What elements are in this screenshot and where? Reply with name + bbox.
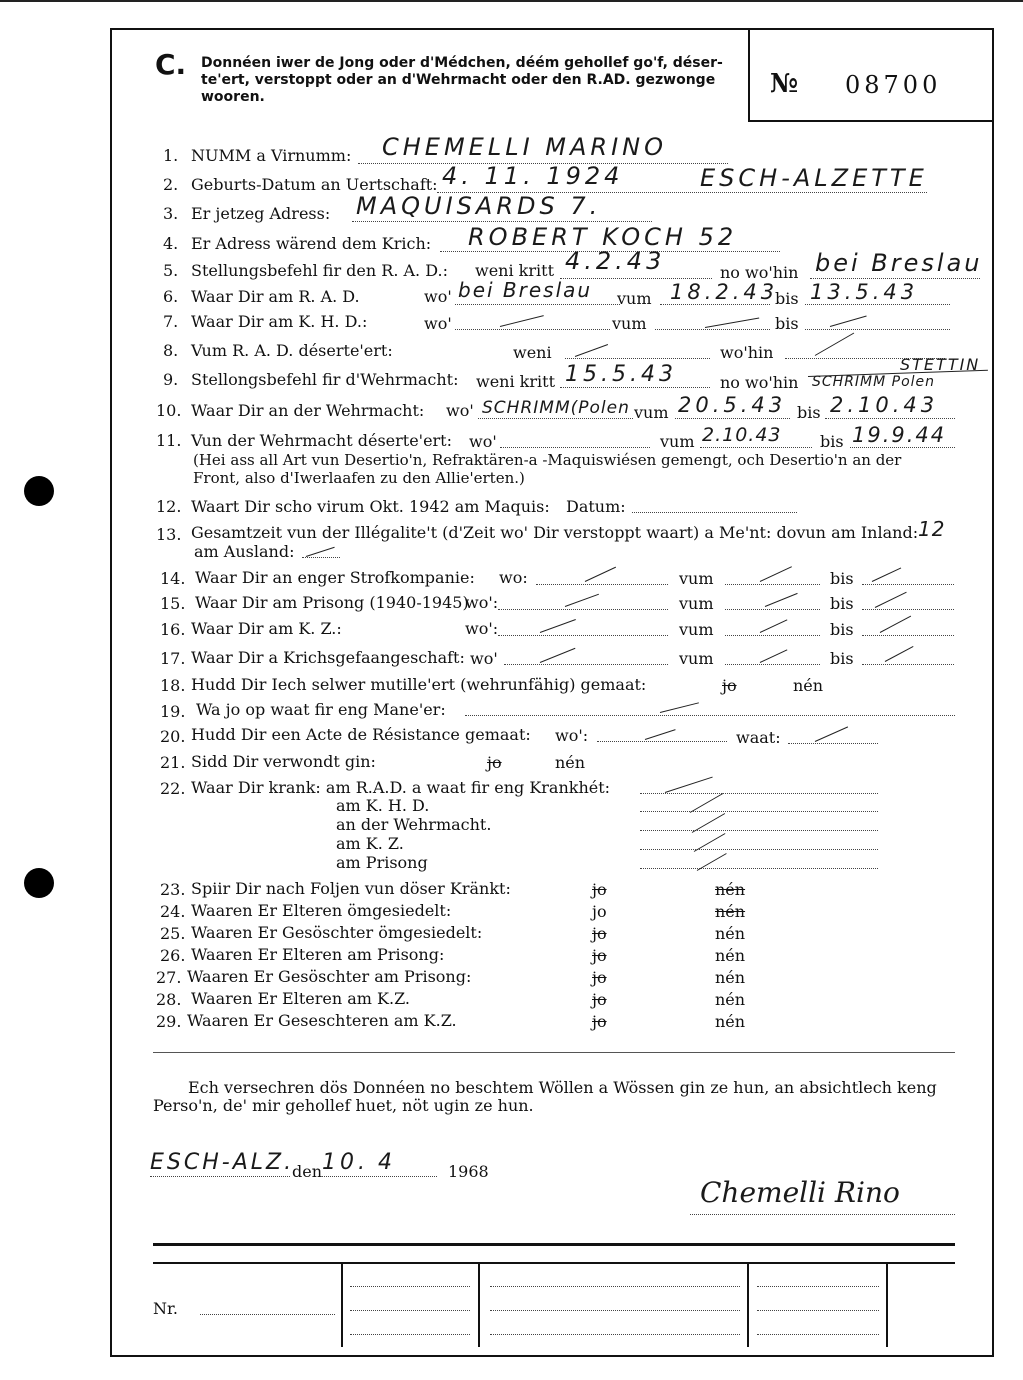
q27-number: 27. [156, 968, 182, 987]
q6-vum: vum [617, 289, 652, 308]
footer-dot-r3c2 [350, 1334, 470, 1335]
footer-col2 [478, 1262, 480, 1347]
q9-number: 9. [163, 370, 179, 389]
q29-label: Waaren Er Geseschteren am K.Z. [187, 1011, 457, 1030]
q1-label: NUMM a Virnumm: [191, 146, 352, 165]
signature-year: 1968 [448, 1162, 489, 1181]
q16-wo: wo': [465, 619, 499, 638]
handwritten-signature: Chemelli Rino [700, 1176, 900, 1209]
q22-sub-wehrmacht: an der Wehrmacht. [336, 815, 492, 834]
q11-note-line1: (Hei ass all Art vun Desertio'n, Refraktären-a -Maquiswiésen gemengt, och Desertio'n an der [193, 451, 902, 469]
q6-answer-place: bei Breslau [458, 278, 593, 302]
q20-wo: wo': [555, 726, 589, 745]
q6-number: 6. [163, 287, 179, 306]
signature-place: ESCH-ALZ. [150, 1150, 295, 1175]
q15-from-line [725, 609, 820, 610]
q7-to-line [805, 329, 950, 330]
q17-label: Waar Dir a Krichsgefaangeschaft: [191, 648, 465, 667]
q17-bis: bis [830, 649, 854, 668]
q17-vum: vum [679, 649, 714, 668]
declaration-line1: Ech versechren dös Donnéen no beschtem Wöllen a Wössen gin ze hun, an absichtlech keng [188, 1078, 937, 1097]
signature-day: 10. [322, 1150, 369, 1175]
q3-answer-address: MAQUISARDS 7. [356, 192, 602, 220]
q11-answer-from: 2.10.43 [702, 424, 782, 446]
q26-label: Waaren Er Elteren am Prisong: [191, 945, 445, 964]
q13-label: Gesamtzeit vun der Illégalite't (d'Zeit wo' Dir verstoppt waart) a Me'nt: dovun am Inland: [191, 523, 919, 542]
q11-label: Vun der Wehrmacht déserte'ert: [191, 431, 452, 450]
q16-vum: vum [679, 620, 714, 639]
q26-nen: nén [715, 946, 746, 965]
q17-from-line [725, 664, 820, 665]
q29-nen: nén [715, 1012, 746, 1031]
footer-dot-r1c2 [350, 1286, 470, 1287]
q7-bis: bis [775, 314, 799, 333]
q11-answer-to: 19.9.44 [852, 423, 947, 447]
footer-col3 [747, 1262, 749, 1347]
q22-sub-kz: am K. Z. [336, 834, 404, 853]
q24-jo: jo [592, 902, 607, 921]
q20-number: 20. [160, 727, 186, 746]
q14-from-line [725, 584, 820, 585]
q19-number: 19. [160, 702, 186, 721]
q14-label: Waar Dir an enger Strofkompanie: [195, 568, 475, 587]
q11-wo: wo' [469, 432, 497, 451]
q13-answer-inland: 12 [918, 517, 946, 541]
q25-jo-struck: jo [592, 924, 607, 943]
q8-date-line [565, 358, 710, 359]
q8-label: Vum R. A. D. déserte'ert: [191, 341, 393, 360]
footer-rule-header [153, 1262, 955, 1264]
header-number-underline [748, 120, 992, 122]
q7-place-line [455, 329, 610, 330]
q27-nen: nén [715, 968, 746, 987]
q23-number: 23. [160, 880, 186, 899]
q14-place-line [536, 584, 668, 585]
q16-to-line [862, 635, 954, 636]
q14-vum: vum [679, 569, 714, 588]
q14-bis: bis [830, 569, 854, 588]
q22-line-wehrmacht [640, 830, 878, 831]
footer-dot-r3c4 [757, 1334, 879, 1335]
scan-top-edge [0, 0, 1023, 2]
q18-label: Hudd Dir Iech selwer mutille'ert (wehrunfähig) gemaat: [191, 675, 647, 694]
q10-answer-from: 20.5.43 [678, 393, 787, 417]
q4-label: Er Adress wärend dem Krich: [191, 234, 432, 253]
punch-hole-top [24, 476, 54, 506]
q9-label: Stellongsbefehl fir d'Wehrmacht: [191, 370, 459, 389]
q25-number: 25. [160, 924, 186, 943]
q12-number: 12. [156, 497, 182, 516]
q14-number: 14. [160, 569, 186, 588]
q6-answer-from: 18.2.43 [670, 280, 779, 304]
q6-place-line [455, 304, 620, 305]
q22-number: 22. [160, 779, 186, 798]
q24-nen-struck: nén [715, 902, 746, 921]
q16-place-line [498, 635, 668, 636]
signature-line [690, 1214, 955, 1215]
q10-bis: bis [797, 403, 821, 422]
q28-number: 28. [156, 990, 182, 1009]
q16-number: 16. [160, 620, 186, 639]
footer-rule-top [153, 1243, 955, 1246]
q22-line-rad [640, 793, 878, 794]
q26-number: 26. [160, 946, 186, 965]
section-separator [153, 1052, 955, 1053]
den-label: den [292, 1162, 323, 1181]
q25-nen: nén [715, 924, 746, 943]
q9-answer-date: 15.5.43 [565, 362, 677, 387]
q10-label: Waar Dir an der Wehrmacht: [191, 401, 425, 420]
q7-wo: wo' [424, 314, 452, 333]
q21-jo-struck: jo [487, 753, 502, 772]
declaration-line2: Perso'n, de' mir gehollef huet, nöt ugin ze hun. [153, 1096, 534, 1115]
q5-label: Stellungsbefehl fir den R. A. D.: [191, 261, 448, 280]
q20-what-line [788, 743, 878, 744]
q15-number: 15. [160, 594, 186, 613]
footer-nr-line [200, 1314, 335, 1315]
q19-answer-line [465, 715, 955, 716]
q23-label: Spiir Dir nach Foljen vun döser Kränkt: [191, 879, 511, 898]
q20-waat: waat: [736, 728, 781, 747]
q21-label: Sidd Dir verwondt gin: [191, 752, 376, 771]
header-divider [748, 30, 750, 122]
footer-dot-r3c3 [490, 1334, 740, 1335]
q22-line-prisong [640, 868, 878, 869]
number-sign: № [770, 69, 799, 99]
footer-nr-label: Nr. [153, 1299, 178, 1318]
q9-answer-place-overwrite: STETTIN [900, 355, 981, 374]
q10-number: 10. [156, 401, 182, 420]
q13-ausland-line [302, 557, 340, 558]
q22-label: Waar Dir krank: am R.A.D. a waat fir eng Krankhét: [191, 778, 611, 797]
q5-number: 5. [163, 261, 179, 280]
q12-date-line [632, 512, 797, 513]
q29-number: 29. [156, 1012, 182, 1031]
footer-dot-r1c4 [757, 1286, 879, 1287]
q10-wo: wo' [446, 401, 474, 420]
q23-jo-struck: jo [592, 880, 607, 899]
q2-number: 2. [163, 175, 179, 194]
q27-jo-struck: jo [592, 968, 607, 987]
q23-nen-struck: nén [715, 880, 746, 899]
header-description: Donnéen iwer de Jong oder d'Médchen, déém gehollef go'f, déser- te'ert, verstoppt oder an d'Wehrmacht oder den R.AD. gezwonge wooren. [201, 55, 723, 105]
q7-number: 7. [163, 312, 179, 331]
q5-weni: weni kritt [475, 261, 554, 280]
footer-col4 [886, 1262, 888, 1347]
q27-label: Waaren Er Gesöschter am Prisong: [187, 967, 472, 986]
q19-label: Wa jo op waat fir eng Mane'er: [196, 700, 446, 719]
q11-bis: bis [820, 432, 844, 451]
signature-month: 4 [378, 1150, 396, 1175]
q18-jo-struck: jo [722, 676, 737, 695]
q10-vum: vum [634, 403, 669, 422]
footer-dot-r2c4 [757, 1310, 879, 1311]
q15-to-line [862, 609, 954, 610]
q18-number: 18. [160, 676, 186, 695]
form-letter: C. [155, 48, 187, 81]
q15-label: Waar Dir am Prisong (1940-1945) [195, 593, 469, 612]
q5-wohin: no wo'hin [720, 263, 799, 282]
date-line [322, 1176, 437, 1177]
q15-place-line [498, 609, 668, 610]
q15-wo: wo': [465, 593, 499, 612]
q10-answer-to: 2.10.43 [830, 393, 939, 417]
q28-jo-struck: jo [592, 990, 607, 1009]
q7-label: Waar Dir am K. H. D.: [191, 312, 368, 331]
q6-answer-to: 13.5.43 [810, 280, 919, 304]
q22-line-kz [640, 849, 878, 850]
q26-jo-struck: jo [592, 946, 607, 965]
q24-label: Waaren Er Elteren ömgesiedelt: [191, 901, 452, 920]
q13-label-ausland: am Ausland: [194, 542, 295, 561]
q8-wohin: wo'hin [720, 343, 774, 362]
q17-number: 17. [160, 649, 186, 668]
q3-number: 3. [163, 204, 179, 223]
q8-weni: weni [513, 343, 552, 362]
q18-nen: nén [793, 676, 824, 695]
q7-vum: vum [612, 314, 647, 333]
q12-datum: Datum: [566, 497, 626, 516]
q3-line [352, 221, 652, 222]
q17-wo: wo' [470, 649, 498, 668]
q20-place-line [597, 741, 727, 742]
q2-label: Geburts-Datum an Uertschaft: [191, 175, 438, 194]
q12-label: Waart Dir scho virum Okt. 1942 am Maquis: [191, 497, 550, 516]
q28-nen: nén [715, 990, 746, 1009]
q9-wohin: no wo'hin [720, 373, 799, 392]
q15-vum: vum [679, 594, 714, 613]
q3-label: Er jetzeg Adress: [191, 204, 331, 223]
q6-label: Waar Dir am R. A. D. [191, 287, 360, 306]
q14-wo: wo: [499, 568, 528, 587]
q2-answer-place: ESCH-ALZETTE [700, 164, 928, 192]
q15-bis: bis [830, 594, 854, 613]
punch-hole-bottom [24, 868, 54, 898]
q17-place-line [504, 664, 668, 665]
q6-bis: bis [775, 289, 799, 308]
footer-dot-r1c3 [490, 1286, 740, 1287]
q9-weni: weni kritt [476, 372, 555, 391]
q16-label: Waar Dir am K. Z.: [191, 619, 342, 638]
q21-number: 21. [160, 753, 186, 772]
q22-line-khd [640, 811, 878, 812]
q8-number: 8. [163, 341, 179, 360]
q17-to-line [862, 664, 954, 665]
q10-to-line [825, 418, 955, 419]
q11-number: 11. [156, 431, 182, 450]
q1-number: 1. [163, 146, 179, 165]
q22-sub-khd: am K. H. D. [336, 796, 430, 815]
q20-label: Hudd Dir een Acte de Résistance gemaat: [191, 725, 531, 744]
q4-answer-address: ROBERT KOCH 52 [468, 223, 738, 251]
q9-answer-place: SCHRIMM Polen [812, 374, 936, 390]
q5-answer-date: 4.2.43 [565, 247, 666, 275]
q22-sub-prisong: am Prisong [336, 853, 428, 872]
q14-to-line [862, 584, 954, 585]
q7-from-line [655, 329, 770, 330]
q6-wo: wo' [424, 287, 452, 306]
q29-jo-struck: jo [592, 1012, 607, 1031]
q21-nen: nén [555, 753, 586, 772]
q10-from-line [675, 418, 790, 419]
q4-number: 4. [163, 234, 179, 253]
q11-place-line [500, 447, 650, 448]
q16-bis: bis [830, 620, 854, 639]
q5-answer-place: bei Breslau [815, 249, 983, 277]
q28-label: Waaren Er Elteren am K.Z. [191, 989, 411, 1008]
q11-note-line2: Front, also d'Iwerlaafen zu den Allie'erten.) [193, 469, 525, 487]
form-number: 08700 [845, 71, 942, 99]
footer-dot-r2c2 [350, 1310, 470, 1311]
footer-dot-r2c3 [490, 1310, 740, 1311]
q1-answer-name: CHEMELLI MARINO [382, 133, 668, 161]
q25-label: Waaren Er Gesöschter ömgesiedelt: [191, 923, 483, 942]
q24-number: 24. [160, 902, 186, 921]
q11-vum: vum [660, 432, 695, 451]
q10-answer-place: SCHRIMM(Polen [482, 398, 630, 418]
footer-col1 [341, 1262, 343, 1347]
q16-from-line [725, 635, 820, 636]
q2-answer-date: 4. 11. 1924 [442, 162, 624, 190]
place-line [150, 1176, 290, 1177]
q13-number: 13. [156, 525, 182, 544]
